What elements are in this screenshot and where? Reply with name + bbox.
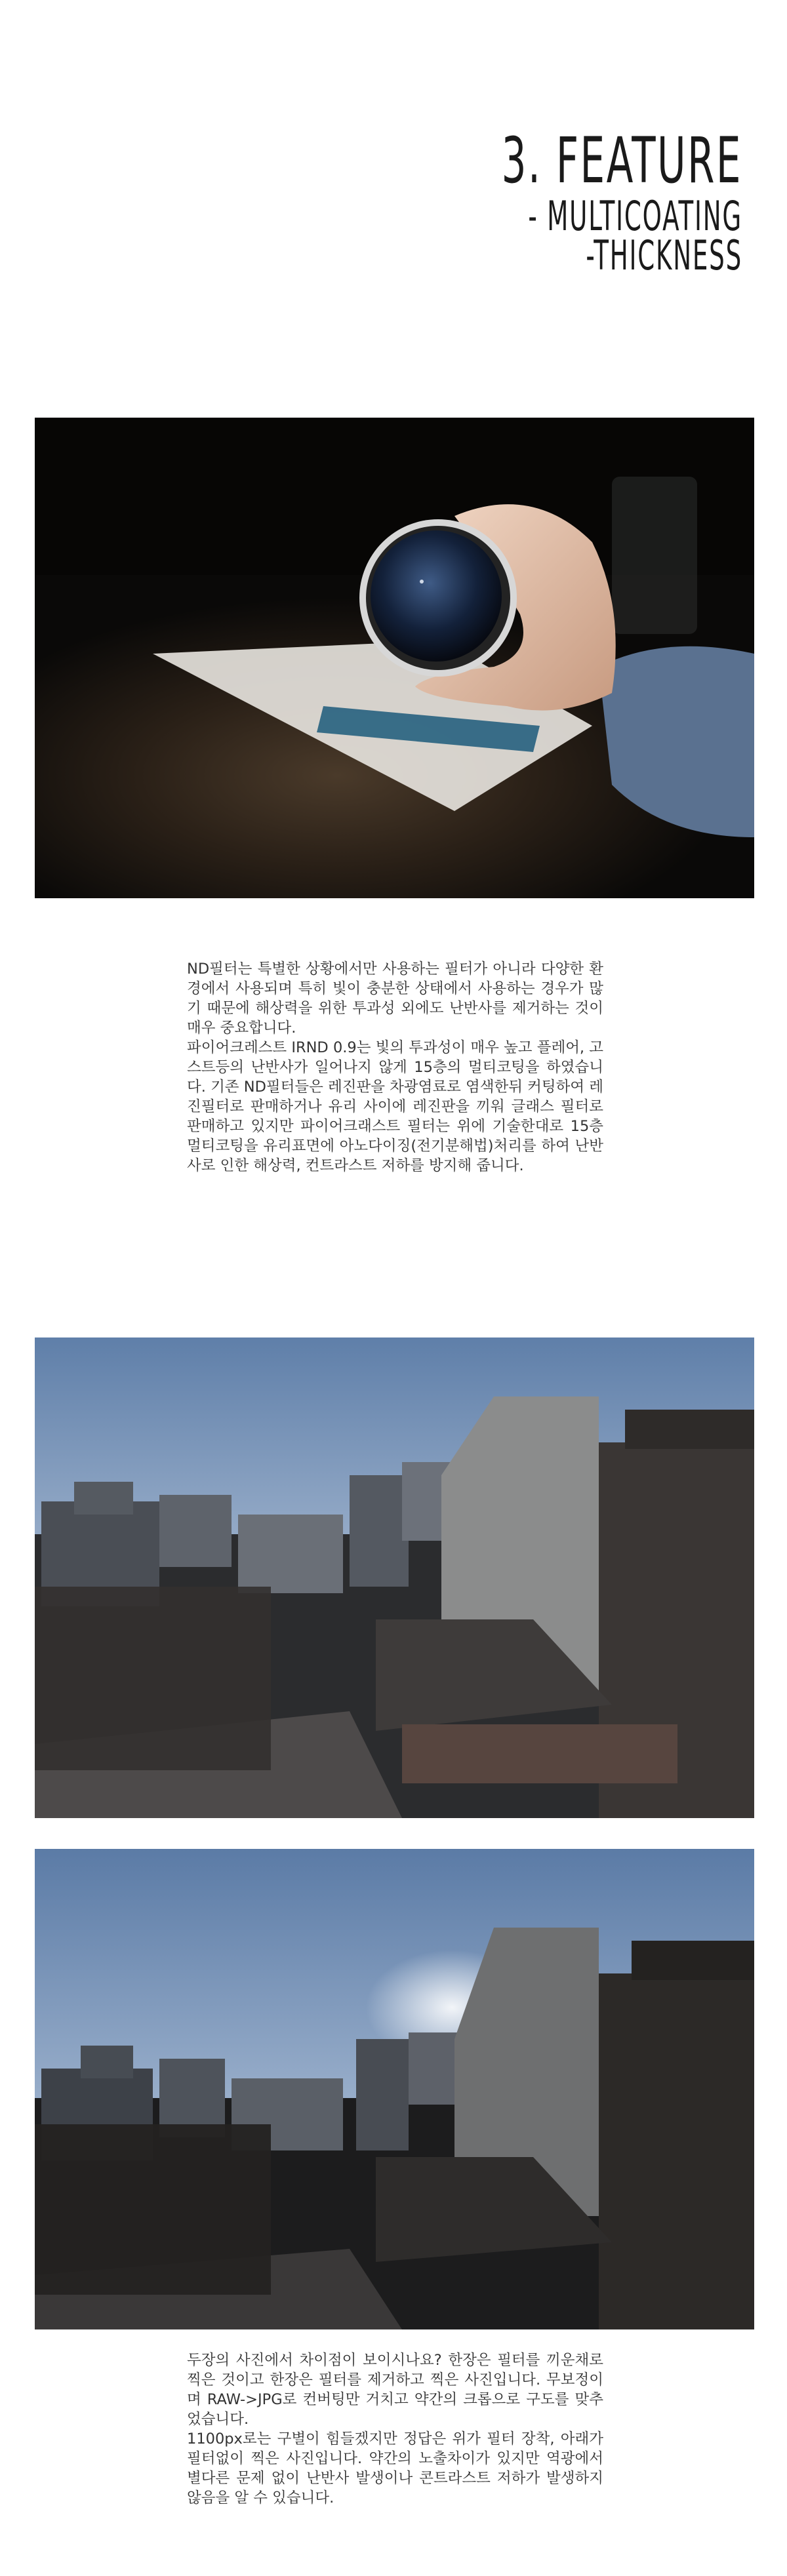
description-1-paragraph-1: ND필터는 특별한 상황에서만 사용하는 필터가 아니라 다양한 환경에서 사용되며 특히 빛이 충분한 상태에서 사용하는 경우가 많기 때문에 해상력을 위한 투과성 외에도 난반사를 제거하는 것이 매우 중요합니다. — [187, 961, 603, 1037]
photo-city-without-filter-image — [35, 1849, 754, 2329]
photo-filter-in-hand-image — [35, 418, 754, 898]
section-header — [283, 124, 742, 279]
description-2-paragraph-2: 1100px로는 구별이 힘들겠지만 정답은 위가 필터 장착, 아래가 필터없이 찍은 사진입니다. 약간의 노출차이가 있지만 역광에서 별다른 문제 없이 난반사 발생이나 콘트라스트 저하가 발생하지 않음을 알 수 있습니다. — [187, 2430, 603, 2507]
description-text-2 — [187, 2350, 603, 2508]
photo-city-with-filter — [35, 1338, 754, 1818]
section-title: 3. FEATURE — [501, 124, 742, 197]
photo-city-with-filter-image — [35, 1338, 754, 1818]
section-subtitle-multicoating: - MULTICOATING — [528, 192, 742, 240]
description-2-paragraph-1: 두장의 사진에서 차이점이 보이시나요? 한장은 필터를 끼운채로 찍은 것이고 한장은 필터를 제거하고 찍은 사진입니다. 무보정이며 RAW->JPG로 컨버팅만 거치고 약간의 크롭으로 구도를 맞추었습니다. — [187, 2352, 603, 2428]
description-text-1 — [187, 959, 603, 1176]
section-subtitle-thickness: -THICKNESS — [586, 231, 742, 279]
photo-city-without-filter — [35, 1849, 754, 2329]
description-1-paragraph-2: 파이어크레스트 IRND 0.9는 빛의 투과성이 매우 높고 플레어, 고스트등의 난반사가 일어나지 않게 15층의 멀티코팅을 하였습니다. 기존 ND필터들은 레진판을 차광염료로 염색한뒤 커팅하여 레진필터로 판매하거나 유리 사이에 레진판을 끼워 글래스 필터로 판매하고 있지만 파이어크래스트 필터는 위에 기술한대로 15층 멀티코팅을 유리표면에 아노다이징(전기분해법)처리를 하여 난반사로 인한 해상력, 컨트라스트 저하를 방지해 줍니다. — [187, 1039, 603, 1174]
photo-filter-in-hand — [35, 418, 754, 898]
